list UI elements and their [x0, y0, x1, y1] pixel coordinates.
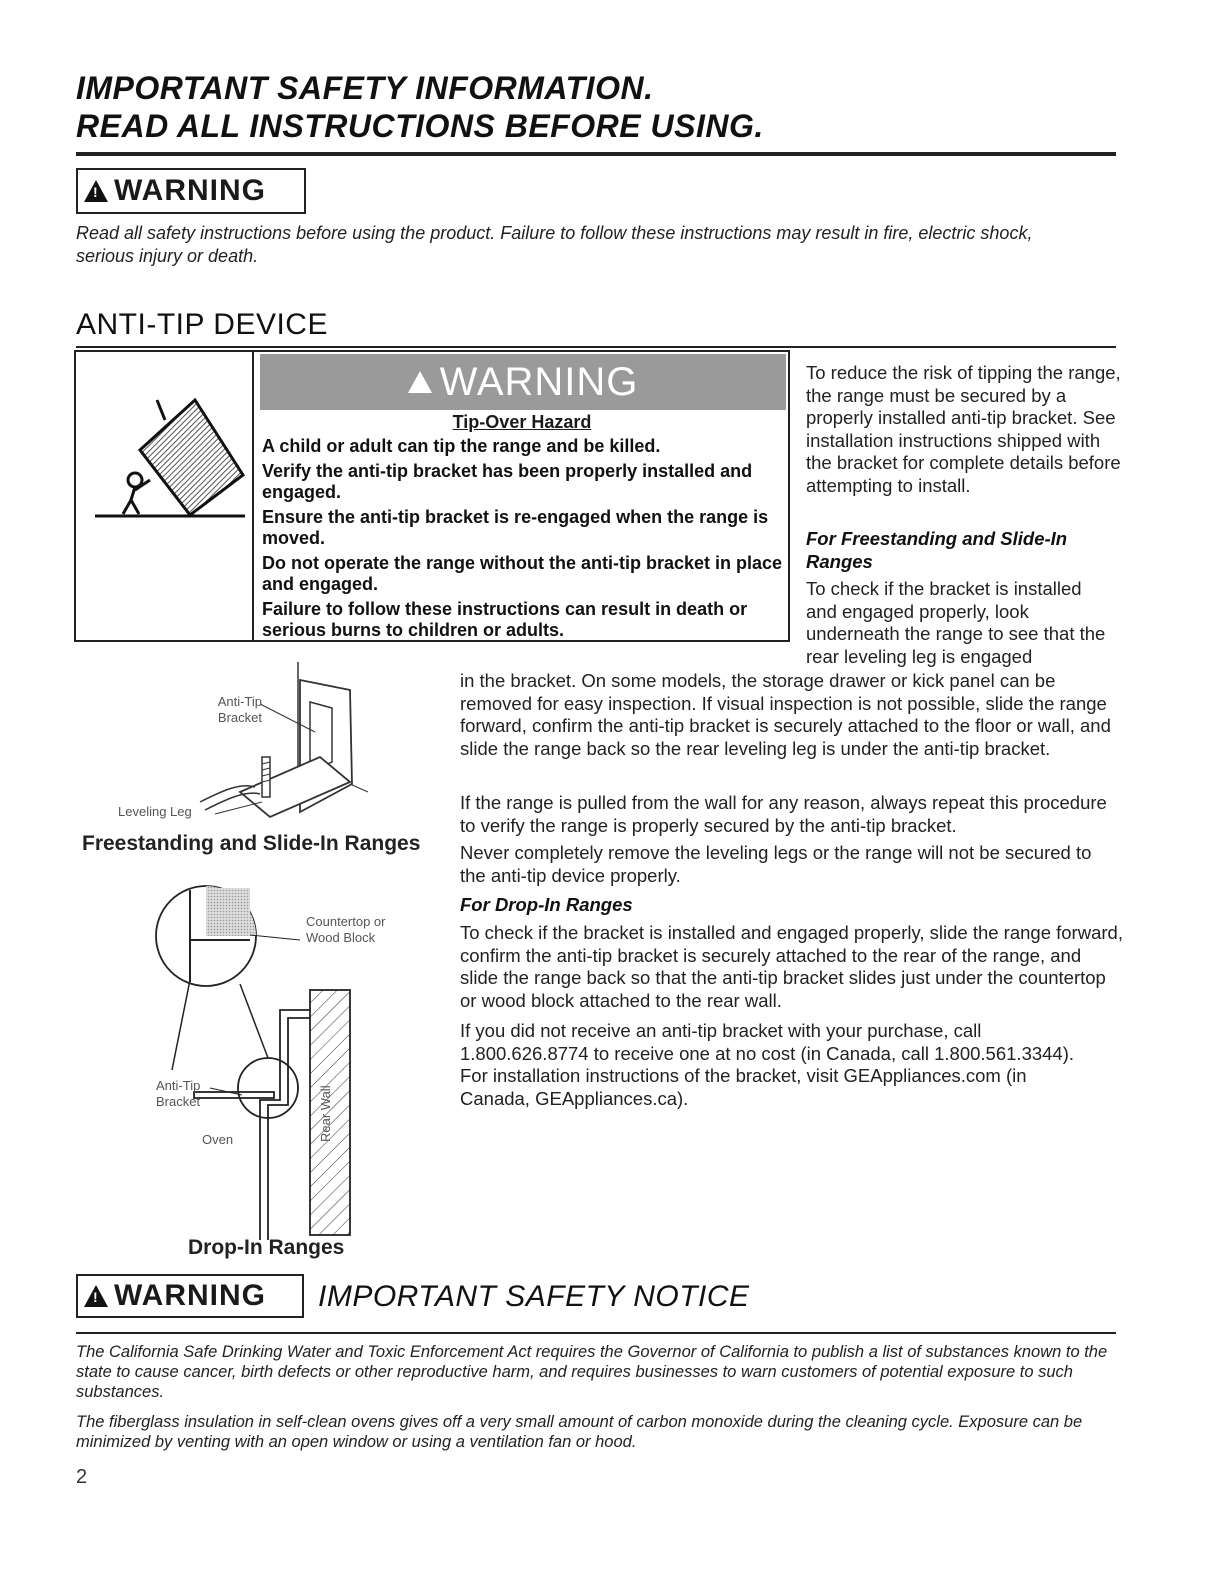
california-paragraph: The California Safe Drinking Water and Toxic Enforcement Act requires the Governor of California to publish a list of substances known to the state to cause cancer, birth defects or other reproductive harm, and requires businesses to warn customers of potential exposure to such substances. [76, 1343, 1108, 1401]
freestanding-repeat-paragraph: If the range is pulled from the wall for any reason, always repeat this procedure to verify the range is properly secured by the anti-tip bracket. [460, 792, 1107, 836]
hazard-item: Failure to follow these instructions can result in death or serious burns to children or adults. [262, 599, 748, 640]
label-oven: Oven [202, 1132, 234, 1147]
warning-banner [260, 354, 786, 410]
hazard-item: Ensure the anti-tip bracket is re-engaged when the range is moved. [262, 507, 769, 548]
no-bracket-paragraph: If you did not receive an anti-tip bracket with your purchase, call 1.800.626.8774 to receive one at no cost (in Canada, call 1.800.561.3344). For installation instructions of the bracket, visit GEAppliances.com (in Canada, GEAppliances.ca). [460, 1020, 1075, 1109]
label-leveling-leg: Leveling Leg [118, 804, 192, 819]
warning-box-2 [76, 1274, 304, 1318]
warning-text [76, 222, 1136, 268]
freestanding-paragraph-top: To check if the bracket is installed and engaged properly, look underneath the range to see that the rear leveling leg is engaged [806, 578, 1106, 667]
box-divider [252, 350, 254, 642]
tipping-range-illustration [95, 380, 245, 520]
warning-box [76, 168, 306, 214]
leveling-legs-paragraph: Never completely remove the leveling legs or the range will not be secured to the anti-tip device properly. [460, 842, 1092, 886]
label-anti-tip-bracket: Anti-Tip Bracket [217, 694, 262, 725]
warning-banner-triangle-icon [408, 371, 432, 393]
label-rear-wall: Rear Wall [318, 1085, 333, 1142]
warning-triangle-icon-2 [84, 1285, 108, 1307]
fiberglass-paragraph: The fiberglass insulation in self-clean ovens gives off a very small amount of carbon monoxide during the cleaning cycle. Exposure can be minimized by venting with an open window or using a ventilation fan or hood. [76, 1413, 1083, 1451]
hazard-item: Verify the anti-tip bracket has been properly installed and engaged. [262, 461, 753, 502]
warning-text-line-1: Read all safety instructions before using the product. Failure to follow these instructions may result in fire, electric shock, [76, 223, 1033, 243]
hazard-item: A child or adult can tip the range and be killed. [262, 436, 661, 456]
figure-caption-freestanding: Freestanding and Slide-In Ranges [82, 832, 421, 855]
warning-label: WARNING [114, 174, 266, 207]
warning-banner-label: WARNING [439, 359, 639, 404]
section-rule [76, 346, 1116, 348]
page-number: 2 [76, 1466, 88, 1488]
label-anti-tip-bracket-2: Anti-Tip Bracket [156, 1078, 201, 1109]
safety-notice-heading: IMPORTANT SAFETY NOTICE [318, 1280, 750, 1313]
warning-triangle-icon [84, 180, 108, 202]
intro-paragraph: To reduce the risk of tipping the range, the range must be secured by a properly installed anti-tip bracket. See installation instructions shipped with the bracket for complete details before attempting to install. [806, 362, 1121, 496]
hazard-title: Tip-Over Hazard [452, 412, 592, 432]
dropin-heading: For Drop-In Ranges [460, 894, 633, 915]
header-line-2: READ ALL INSTRUCTIONS BEFORE USING. [76, 108, 764, 144]
hazard-item: Do not operate the range without the anti-tip bracket in place and engaged. [262, 553, 783, 594]
dropin-paragraph: To check if the bracket is installed and engaged properly, slide the range forward, confirm the anti-tip bracket is securely attached to the rear of the range, and slide the range back so that the anti-tip bracket slides just under the countertop or wood block attached to the rear wall. [460, 922, 1123, 1011]
warning-text-line-2: serious injury or death. [76, 246, 259, 266]
section-heading: ANTI-TIP DEVICE [76, 308, 328, 341]
notice-rule [76, 1332, 1116, 1334]
figure-caption-dropin: Drop-In Ranges [188, 1236, 345, 1259]
hazard-items [262, 436, 784, 641]
header-rule [76, 152, 1116, 156]
freestanding-paragraph: in the bracket. On some models, the storage drawer or kick panel can be removed for easy inspection. If visual inspection is not possible, slide the range forward, confirm the anti-tip bracket is securely attached to the floor or wall, and slide the range back so the rear leveling leg is under the anti-tip bracket. [460, 670, 1111, 759]
freestanding-heading: For Freestanding and Slide-In Ranges [806, 528, 1068, 572]
warning-label-2: WARNING [114, 1279, 266, 1312]
header-line-1: IMPORTANT SAFETY INFORMATION. [76, 70, 654, 106]
label-countertop: Countertop or Wood Block [306, 914, 386, 945]
